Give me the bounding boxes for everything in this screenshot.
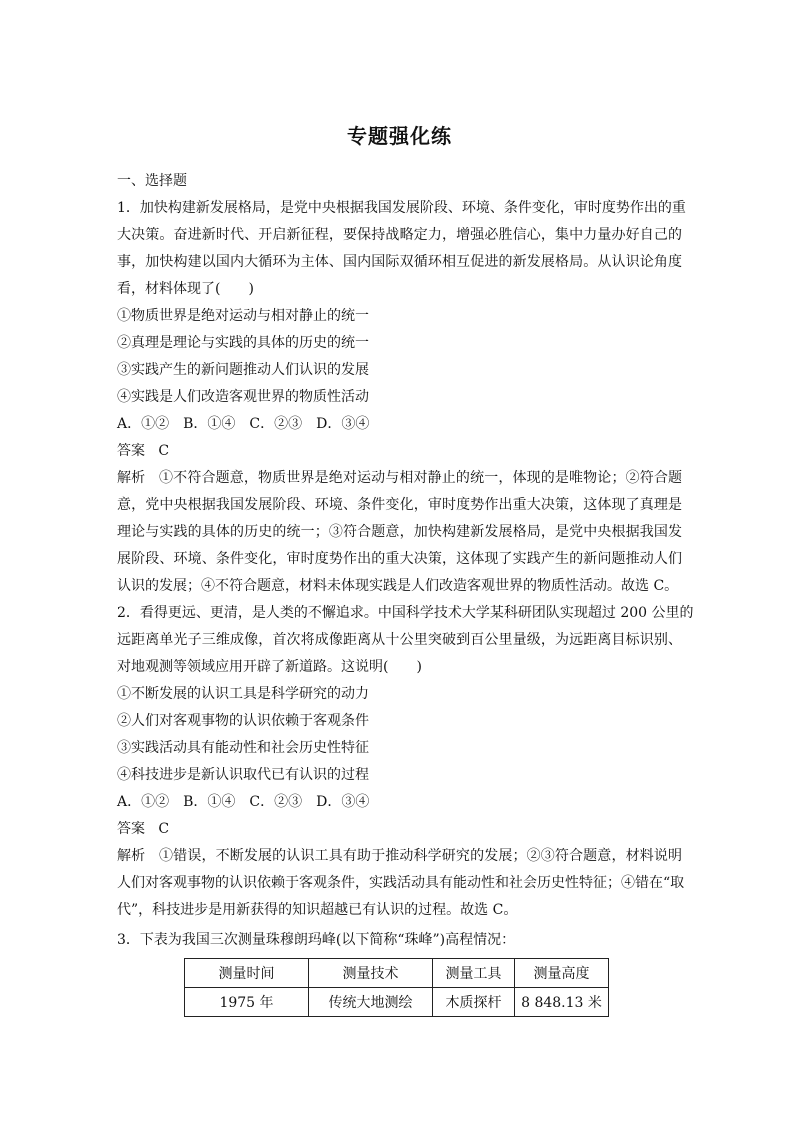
q1-option: ③实践产生的新问题推动人们认识的发展 [117,362,369,378]
q1-stem-line: 1．加快构建新发展格局，是党中央根据我国发展阶段、环境、条件变化，审时度势作出的重 [117,200,686,216]
q1-stem-line: 事，加快构建以国内大循环为主体、国内国际双循环相互促进的新发展格局。从认识论角度 [117,254,682,270]
section-heading: 一、选择题 [117,173,187,189]
answer-label: 答案 [117,821,145,837]
q1-analysis-line: ①不符合题意，物质世界是绝对运动与相对静止的统一，体现的是唯物论；②符合题 [159,470,682,486]
analysis-label: 解析 [117,470,146,486]
q2-option: ②人们对客观事物的认识依赖于客观条件 [117,713,369,729]
q2-analysis-line: 代”，科技进步是用新获得的知识超越已有认识的过程。故选 C。 [117,902,518,918]
table-cell: 1975 年 [185,988,309,1017]
table-cell: 传统大地测绘 [309,988,433,1017]
table-header-cell: 测量时间 [185,959,309,988]
q1-option: ①物质世界是绝对运动与相对静止的统一 [117,308,369,324]
q2-analysis-line: 人们对客观事物的认识依赖于客观条件，实践活动具有能动性和社会历史性特征；④错在“取 [117,875,685,891]
measurement-table [184,958,609,1017]
answer-label: 答案 [117,443,145,459]
table-header-cell: 测量工具 [433,959,515,988]
q3-stem: 3．下表为我国三次测量珠穆朗玛峰(以下简称“珠峰”)高程情况： [117,932,516,948]
table-header-cell: 测量高度 [515,959,609,988]
q1-analysis-line: 展阶段、环境、条件变化，审时度势作出的重大决策，这体现了实践产生的新问题推动人们 [117,551,682,567]
q2-option: ③实践活动具有能动性和社会历史性特征 [117,740,369,756]
q2-stem-line: 远距离单光子三维成像，首次将成像距离从十公里突破到百公里量级，为远距离目标识别、 [117,632,682,648]
q2-stem-line: 2．看得更远、更清，是人类的不懈追求。中国科学技术大学某科研团队实现超过 200 公里的 [117,605,694,621]
q2-analysis-line: ①错误，不断发展的认识工具有助于推动科学研究的发展；②③符合题意，材料说明 [159,848,682,864]
analysis-label: 解析 [117,848,146,864]
q2-stem-line: 对地观测等领域应用开辟了新道路。这说明( ) [117,659,422,675]
q1-answer [117,441,682,461]
answer-value: C [158,821,170,837]
q1-analysis-line: 意，党中央根据我国发展阶段、环境、条件变化，审时度势作出重大决策，这体现了真理是 [117,497,682,513]
q1-option: ④实践是人们改造客观世界的物质性活动 [117,389,369,405]
table-row [185,988,609,1017]
answer-value: C [158,443,170,459]
table-cell: 8 848.13 米 [515,988,609,1017]
table-cell: 木质探杆 [433,988,515,1017]
q2-answer [117,819,682,839]
q2-choices: A．①② B．①④ C．②③ D．③④ [117,794,370,810]
q1-option: ②真理是理论与实践的具体的历史的统一 [117,335,369,351]
q2-option: ①不断发展的认识工具是科学研究的动力 [117,686,369,702]
table-header-row [185,959,609,988]
q1-stem-line: 大决策。奋进新时代、开启新征程，要保持战略定力，增强必胜信心，集中力量办好自己的 [117,227,682,243]
q1-analysis-line: 理论与实践的具体的历史的统一；③符合题意，加快构建新发展格局，是党中央根据我国发 [117,524,682,540]
table-header-cell: 测量技术 [309,959,433,988]
q1-stem-line: 看，材料体现了( ) [117,281,254,297]
q1-analysis-line: 认识的发展；④不符合题意，材料未体现实践是人们改造客观世界的物质性活动。故选 C。 [117,578,679,594]
q1-analysis [117,468,682,488]
q1-choices: A．①② B．①④ C．②③ D．③④ [117,416,370,432]
page-title: 专题强化练 [347,124,452,148]
q2-option: ④科技进步是新认识取代已有认识的过程 [117,767,369,783]
q2-analysis [117,846,682,866]
